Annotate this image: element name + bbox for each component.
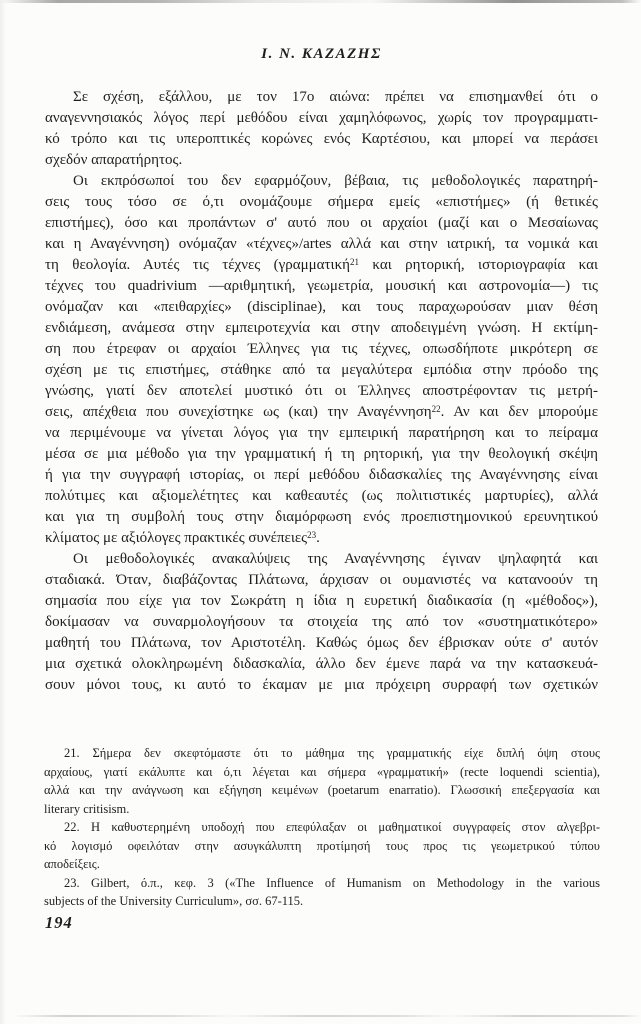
- text-line: 22. Η καθυστερημένη υποδοχή που επεφύλαξαν οι μαθηματικοί συγγραφείς στον αλγεβρι-: [64, 820, 600, 834]
- text-line: Οι μεθοδολογικές ανακαλύψεις της Αναγέννησης έγιναν ψηλαφητά και: [73, 551, 598, 567]
- text-line: μια σχετικά ολοκληρωμένη διδασκαλία, άλλο δεν έμενε παρά να την κατασκευά-: [45, 656, 598, 672]
- text-line: ή για την συγγραφή ιστορίας, οι περί μεθόδου διδασκαλίες της Αναγέννησης είναι: [45, 467, 598, 483]
- text-line: σχεδόν απαρατήρητος.: [45, 152, 183, 168]
- text-line: αρχαίους, γιατί εκάλυπτε και ό,τι λέγεται και σήμερα «γραμματική» (recte loquendi scientia),: [44, 764, 600, 779]
- text-line: σχέση με τις επιστήμες, στάθηκε από τα μεγαλύτερα εμπόδια στην πρόοδο της: [45, 362, 598, 378]
- text-line: κλίματος με αξιόλογες πρακτικές συνέπειες$^{23}$.: [45, 530, 320, 546]
- running-header-author: Ι. Ν. ΚΑΖΑΖΗΣ: [261, 46, 382, 62]
- text-line: σταδιακά. Όταν, διαβάζοντας Πλάτωνα, άρχισαν οι ουμανιστές να κατανοούν τη: [45, 572, 598, 588]
- text-line: ενδιάμεση, ανάμεσα στην εμπειροτεχνία και στην αποδειγμένη γνώση. Η εκτίμη-: [45, 320, 598, 336]
- footnotes-block: [44, 744, 600, 911]
- text-line: ση που έτρεφαν οι αρχαίοι Έλληνες για τις τέχνες, οπωσδήποτε μικρότερη σε: [45, 341, 598, 357]
- text-line: δοκίμασαν να συναρμολογήσουν τα στοιχεία της από τον «συστηματικότερο»: [45, 614, 598, 630]
- text-line: subjects of the University Curriculum», σσ. 67-115.: [44, 894, 304, 908]
- footnote: [44, 874, 600, 911]
- text-line: σεις, απέχθεια που συνεχίστηκε ως (και) την Αναγέννηση$^{22}$. Αν και δεν μπορούμε: [45, 404, 598, 420]
- text-line: αναγεννησιακός λόγος περί μεθόδου είναι χαμηλόφωνος, χωρίς τον προγραμματι-: [45, 110, 598, 126]
- footnote-reference: 21: [350, 257, 359, 267]
- text-line: πολύτιμες και αξιομελέτητες και καθεαυτές (ως πολιτιστικές μαρτυρίες), αλλά: [45, 488, 598, 504]
- text-line: Σε σχέση, εξάλλου, με τον 17ο αιώνα: πρέπει να επισημανθεί ότι ο: [73, 89, 598, 105]
- text-line: επιστήμες), όσο και προπάντων σ' αυτό που οι αρχαίοι (μαζί και ο Μεσαίωνας: [45, 215, 598, 231]
- text-line: 23. Gilbert, ό.π., κεφ. 3 («The Influence of Humanism on Methodology in the various: [64, 875, 600, 890]
- text-line: ονόμαζαν και «πειθαρχίες» (disciplinae), και τους παραχωρούσαν μιαν θέση: [45, 299, 598, 315]
- body-paragraph: [45, 171, 598, 549]
- text-line: σεις τους τόσο σε ό,τι ονομάζουμε σήμερα εμείς «επιστήμες» (ή θετικές: [45, 194, 598, 210]
- text-line: σημασία που είχε για τον Σωκράτη η ίδια η ευρετική διαδικασία (η «μέθοδος»),: [45, 593, 598, 609]
- text-line: και η Αναγέννηση) ονόμαζαν «τέχνες»/artes αλλά και στην ιατρική, τα νομικά και: [45, 236, 598, 252]
- text-line: να περιμένουμε να γίνεται λόγος για την εμπειρική παρατήρηση και το πείραμα: [45, 425, 598, 441]
- scan-artifact-left-edge: [0, 0, 6, 1024]
- text-line: 21. Σήμερα δεν σκεφτόμαστε ότι το μάθημα της γραμματικής είχε διπλή όψη στους: [64, 746, 600, 760]
- text-line: κό τρόπο και τις υπεροπτικές κορώνες ενός Καρτέσιου, και μπορεί να περάσει: [45, 131, 598, 147]
- text-line: γνώσης, γιατί δεν αποτελεί μυστικό ότι οι Έλληνες αποστρέφονταν τις μετρή-: [45, 383, 598, 399]
- text-line: μαθητή του Πλάτωνα, τον Αριστοτέλη. Καθώς όμως δεν έβρισκαν ούτε σ' αυτόν: [45, 635, 598, 651]
- body-paragraph: [45, 87, 598, 171]
- text-line: τη θεολογία. Αυτές τις τέχνες (γραμματική$^{21}$ και ρητορική, ιστοριογραφία και: [45, 257, 598, 273]
- text-line: literary critisism.: [44, 801, 130, 816]
- footnote-reference: 22: [431, 404, 441, 414]
- footnote: [44, 818, 600, 874]
- body-paragraph: [45, 549, 598, 696]
- text-line: σουν μόνοι τους, κι αυτό το έκαμαν με μια πρόχειρη συρραφή των σχετικών: [45, 677, 598, 693]
- scan-artifact-bottom-edge: [0, 1015, 641, 1017]
- page-number: 194: [45, 913, 73, 932]
- footnote: [44, 744, 600, 818]
- text-line: αποδείξεις.: [44, 857, 100, 871]
- footnote-reference: 23: [307, 530, 317, 540]
- text-line: μέσα σε μια μέθοδο για την γραμματική ή τη ρητορική, για την θεολογική σκέψη: [45, 446, 598, 462]
- main-text-block: [45, 87, 598, 696]
- text-line: και για τη συμβολή τους στην διαμόρφωση ενός προεπιστημονικού ερευνητικού: [45, 509, 598, 525]
- text-line: τέχνες του quadrivium —αριθμητική, γεωμετρία, μουσική και αστρονομία—) τις: [45, 278, 598, 294]
- text-line: κό λογισμό οφειλόταν στην ασυγκάλυπτη προτίμησή τους προς τις γεωμετρικού τύπου: [44, 838, 600, 853]
- text-line: Οι εκπρόσωποί του δεν εφαρμόζουν, βέβαια, τις μεθοδολογικές παρατηρή-: [73, 173, 598, 189]
- scan-artifact-top-edge: [0, 0, 641, 3]
- text-line: αλλά και την ανάγνωση και εξήγηση κειμένων (poetarum enarratio). Γλωσσική επεξεργασία και: [44, 783, 600, 797]
